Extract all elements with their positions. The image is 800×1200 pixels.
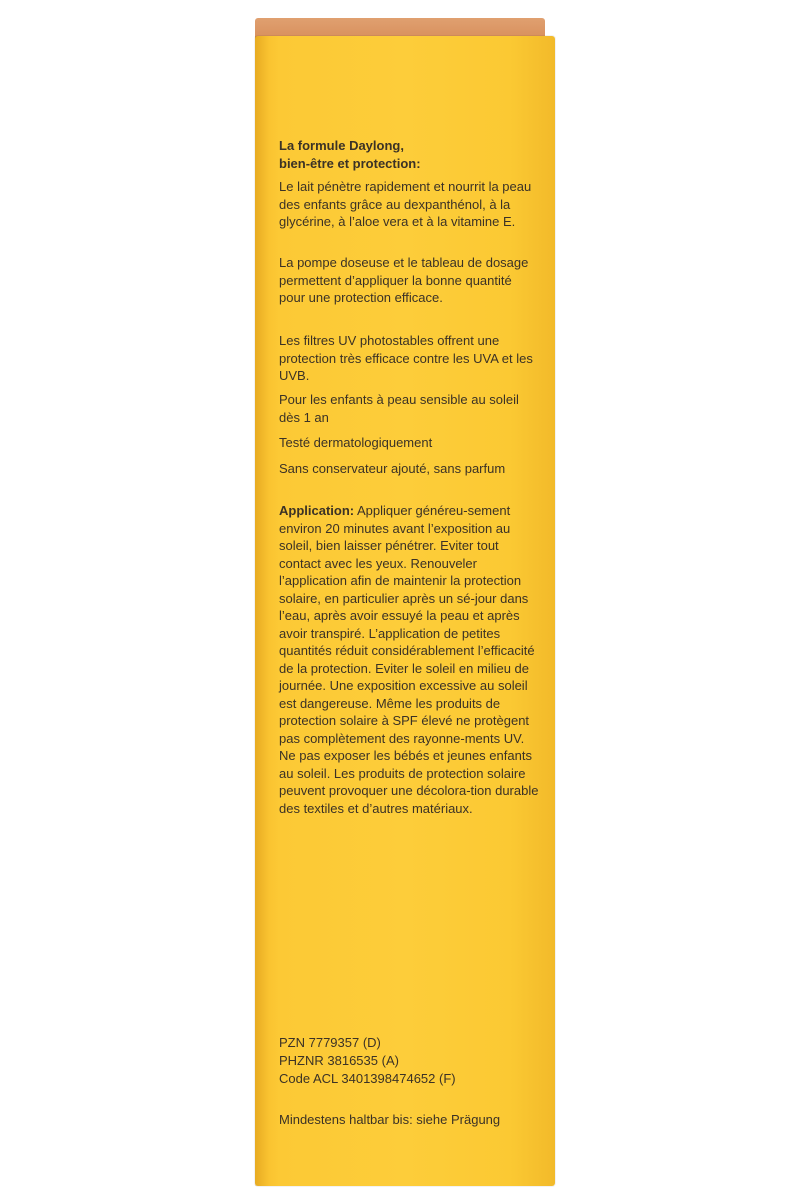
product-code-acl: Code ACL 3401398474652 (F): [279, 1071, 456, 1086]
paragraph-nourishing: Le lait pénètre rapidement et nourrit la peau des enfants grâce au dexpanthénol, à la glycérine, à l’aloe vera et à la vitamine E.: [279, 179, 532, 229]
expiry-note: Mindestens haltbar bis: siehe Prägung: [279, 1112, 501, 1127]
application-text: Appliquer généreu-sement environ 20 minutes avant l’exposition au soleil, bien laisser pénétrer. Eviter tout contact avec les yeux. Renouveler l’application afin de maintenir la protection solaire, en particulier après un sé-jour dans l’eau, après avoir essuyé la peau et après avoir transpiré. L’application de petites quantités réduit considérablement l’efficacité de la protection. Eviter le soleil en milieu de journée. Une exposition excessive au soleil est dangereuse. Même les produits de protection solaire à SPF élevé ne protègent pas complètement des rayonne-ments UV. Ne pas exposer les bébés et jeunes enfants au soleil. Les produits de protection solaire peuvent provoquer une décolora-tion durable des textiles et d’autres matériaux.: [279, 503, 539, 816]
application-label: Application:: [279, 503, 355, 518]
formula-heading-line1: La formule Daylong,: [279, 138, 404, 153]
product-code-phznr: PHZNR 3816535 (A): [279, 1053, 399, 1068]
paragraph-children: Pour les enfants à peau sensible au soleil dès 1 an: [279, 392, 519, 425]
paragraph-dosing-pump: La pompe doseuse et le tableau de dosage permettent d’appliquer la bonne quantité pour une protection efficace.: [279, 255, 529, 305]
paragraph-dermatology: Testé dermatologiquement: [279, 435, 433, 450]
application-instructions: [279, 502, 539, 817]
formula-heading-line2: bien-être et protection:: [279, 155, 421, 171]
paragraph-uv-filters: Les filtres UV photostables offrent une protection très efficace contre les UVA et les UVB.: [279, 333, 533, 383]
product-code-pzn: PZN 7779357 (D): [279, 1035, 381, 1050]
paragraph-no-preservative: Sans conservateur ajouté, sans parfum: [279, 461, 506, 476]
formula-heading: [279, 137, 539, 172]
